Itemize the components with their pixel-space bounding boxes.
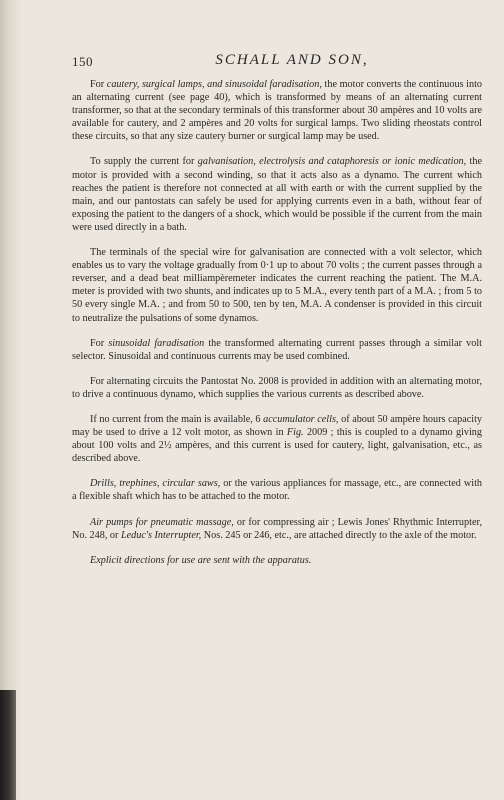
text-run: the motor is provided with a second winding, so that it acts also as a dynamo. The current which reaches the patient is therefore not connected at all with earth or with the current supplied by the main, and our pantostats can safely be used for applying currents even in a bath, without fear of exposing the patient to the dangers of a shock, which would be possible if the current from the main were used directly in a bath.	[72, 156, 482, 233]
binding-edge	[0, 690, 16, 800]
text-run: Nos. 245 or 246, etc., are attached directly to the axle of the motor.	[201, 529, 477, 541]
italic-text: Drills, trephines, circular saws,	[90, 478, 221, 490]
paragraph	[72, 155, 482, 234]
page-binding-shadow	[0, 0, 22, 800]
text-run: 2009 ; this is coupled to a dynamo giving about 100 volts and 2½ ampères, and this current is used for cautery, light, galvanisation, etc., as described above.	[72, 427, 482, 465]
italic-text: sinusoidal faradisation	[108, 337, 205, 349]
text-run: the motor converts the continuous into an alternating current (see page 40), which is transformed by means of an alternating current transformer, so that at the secondary terminals of this transformer about 30 ampères and 10 volts are available for cautery, and 2 ampères and 20 volts for surgical lamps. Two sliding rheostats control these circuits, so that any size cautery burner or surgical lamp may be used.	[72, 79, 483, 143]
paragraph	[72, 246, 482, 325]
page-header	[72, 52, 482, 74]
text-run: For	[90, 337, 109, 349]
paragraph	[72, 337, 482, 363]
text-run: To supply the current for	[90, 156, 198, 168]
page-body	[72, 78, 482, 579]
paragraph	[72, 516, 482, 542]
italic-text: Explicit directions for use are sent with the apparatus.	[90, 554, 312, 566]
paragraph	[72, 375, 482, 401]
running-head: SCHALL AND SON,	[215, 52, 369, 68]
paragraph	[72, 413, 482, 465]
text-run: If no current from the main is available, 6	[90, 413, 264, 425]
paragraph	[72, 477, 482, 503]
text-run: For alternating circuits the Pantostat No. 2008 is provided in addition with an alternating motor, to drive a continuous dynamo, which supplies the various currents as described above.	[72, 375, 482, 400]
italic-text: Leduc's Interrupter,	[120, 529, 202, 541]
paragraph	[72, 554, 482, 567]
text-run: of about 50 ampère hours capacity may be used to drive a 12 volt motor, as shown in	[72, 413, 483, 439]
paragraph	[72, 78, 482, 143]
italic-text: Fig.	[286, 427, 304, 439]
italic-text: galvanisation, electrolysis and cataphoresis or ionic medication,	[197, 156, 467, 168]
text-run: or the various appliances for massage, etc., are connected with a flexible shaft which has to be attached to the motor.	[72, 478, 482, 503]
text-run: or for compressing air ; Lewis Jones' Rhythmic Interrupter, No. 248, or	[72, 516, 482, 541]
italic-text: Air pumps for pneumatic massage,	[90, 516, 234, 528]
italic-text: accumulator cells,	[263, 413, 339, 425]
text-run: For	[90, 79, 107, 90]
italic-text: cautery, surgical lamps, and sinusoidal faradisation,	[106, 79, 322, 90]
text-run: the transformed alternating current passes through a similar volt selector. Sinusoidal and continuous currents may be used combined.	[72, 337, 483, 362]
page-number: 150	[72, 54, 93, 69]
text-run: The terminals of the special wire for galvanisation are connected with a volt selector, which enables us to vary the voltage gradually from 0·1 up to about 70 volts ; the current passes through a reverser, and a dead beat milliampèremeter indicates the current reaching the patient. The M.A. meter is provided with two shunts, and indicates up to 5 M.A., every tenth part of a M.A. ; from 5 to 50 every single M.A. ; and from 50 to 500, ten by ten, M.A. A condenser is provided in this circuit to neutralize the pulsations of some dynamos.	[72, 247, 482, 324]
